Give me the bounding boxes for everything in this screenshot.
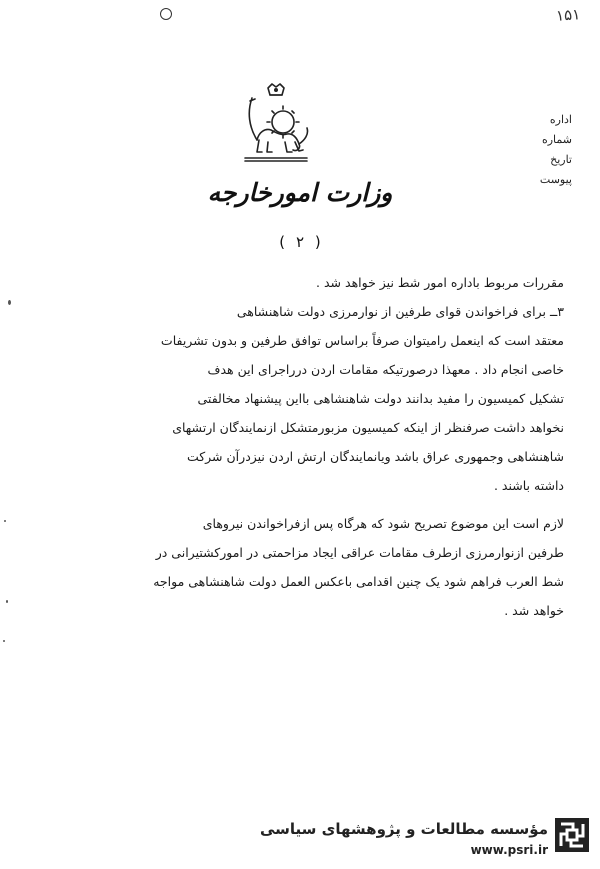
- body-line: خواهد شد .: [504, 603, 564, 618]
- body-line: معتقد است که اینعمل رامیتوان صرفاً براساس توافق طرفین و بدون تشریفات: [160, 333, 564, 348]
- field-department-label: اداره: [549, 113, 572, 126]
- scan-speck: [4, 520, 6, 522]
- institute-url[interactable]: www.psri.ir: [470, 843, 548, 857]
- handwritten-page-number: ۱۵۱: [555, 5, 581, 25]
- paragraph-gap: [76, 500, 564, 509]
- body-line: نخواهد داشت صرفنظر از اینکه کمیسیون مزبورمتشکل ازنمایندگان ارتشهای: [172, 420, 564, 435]
- ministry-title: وزارت امورخارجه: [207, 178, 393, 207]
- circle-mark-icon: [160, 8, 172, 20]
- body-line: تشکیل کمیسیون را مفید بدانند دولت شاهنشاهی بااین پیشنهاد مخالفتی: [197, 391, 564, 406]
- body-line: مقررات مربوط باداره امور شط نیز خواهد شد .: [316, 275, 564, 290]
- body-line: شاهنشاهی وجمهوری عراق باشد ویانمایندگان ارتش اردن نیزدرآن شرکت: [186, 449, 564, 464]
- body-line: داشته باشند .: [493, 478, 564, 493]
- scan-speck: [6, 600, 8, 603]
- lion-and-sun-emblem-icon: [237, 82, 315, 164]
- psri-logo-icon: [555, 818, 589, 852]
- field-number-label: شماره: [541, 133, 572, 146]
- institute-name: مؤسسه مطالعات و پژوهشهای سیاسی: [259, 820, 548, 838]
- body-line: طرفین ازنوارمرزی ازطرف مقامات عراقی ایجاد مزاحمتی در امورکشتیرانی در: [155, 545, 564, 560]
- scan-speck: [8, 300, 11, 305]
- field-date-label: تاریخ: [550, 153, 572, 166]
- body-line: شط العرب فراهم شود یک چنین اقدامی باعکس العمل دولت شاهنشاهی مواجه: [153, 574, 564, 589]
- page-indicator: ( ۲ ): [277, 233, 323, 251]
- body-line: لازم است این موضوع تصریح شود که هرگاه پس ازفراخواندن نیروهای: [202, 516, 564, 531]
- scan-speck: [3, 640, 5, 642]
- body-line: ۳ــ برای فراخواندن قوای طرفین از نوارمرزی دولت شاهنشاهی: [236, 304, 564, 319]
- body-line: خاصی انجام داد . معهذا درصورتیکه مقامات اردن درراجرای این هدف: [207, 362, 564, 377]
- letter-body: [76, 268, 564, 625]
- field-attachment-label: پیوست: [539, 173, 572, 186]
